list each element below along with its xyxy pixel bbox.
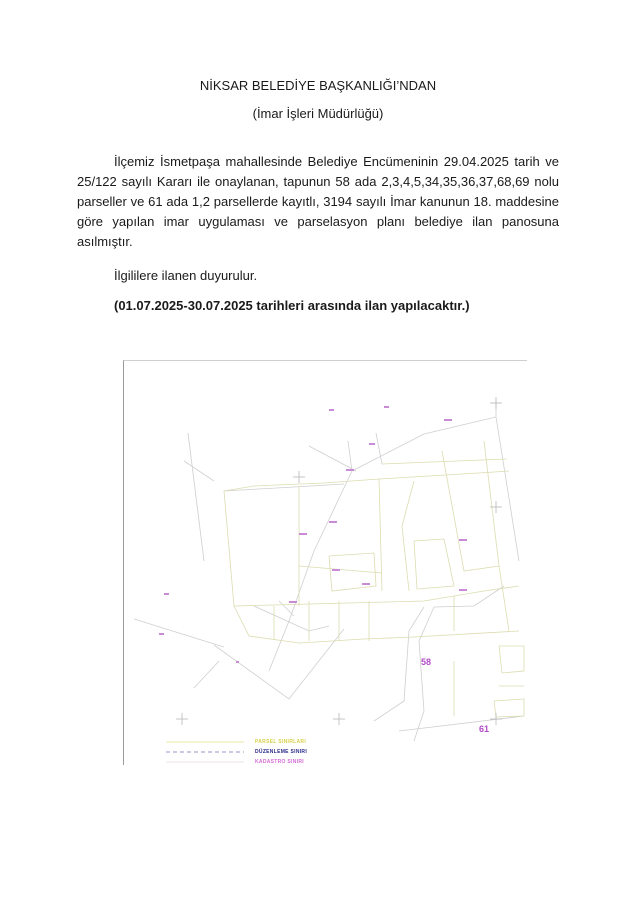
- parcel-map-drawing: [124, 361, 527, 765]
- legend-parcel-boundaries: PARSEL SINIRLARI: [255, 739, 307, 745]
- block-label-58: 58: [421, 657, 432, 667]
- announcement-dates: (01.07.2025-30.07.2025 tarihleri arasında ilan yapılacaktır.): [114, 298, 470, 313]
- grid-crosses: [176, 397, 502, 725]
- document-subtitle: (İmar İşleri Müdürlüğü): [252, 106, 384, 121]
- announcement-notice: İlgililere ilanen duyurulur.: [114, 268, 258, 283]
- legend-arrangement-boundary: DÜZENLEME SINIRI: [255, 749, 308, 755]
- parcel-number-marks: [159, 406, 467, 663]
- map-legend-lines: [166, 742, 244, 762]
- announcement-paragraph: İlçemiz İsmetpaşa mahallesinde Belediye Encümeninin 29.04.2025 tarih ve 25/122 sayılı Kararı ile onaylanan, tapunun 58 ada 2,3,4,5,34,35,36,37,68,69 nolu parseller ve 61 ada 1,2 parsellerde kayıtlı, 3194 sayılı İmar kanunun 18. maddesine göre yapılan imar uygulaması ve parselasyon planı belediye ilan panosuna asılmıştır.: [77, 154, 559, 249]
- block-label-61: 61: [479, 724, 490, 734]
- document-title: NİKSAR BELEDİYE BAŞKANLIĞI’NDAN: [199, 78, 437, 93]
- parcel-map: [123, 360, 527, 765]
- parcel-lines: [224, 441, 524, 717]
- legend-cadastre-boundary: KADASTRO SINIRI: [255, 759, 304, 765]
